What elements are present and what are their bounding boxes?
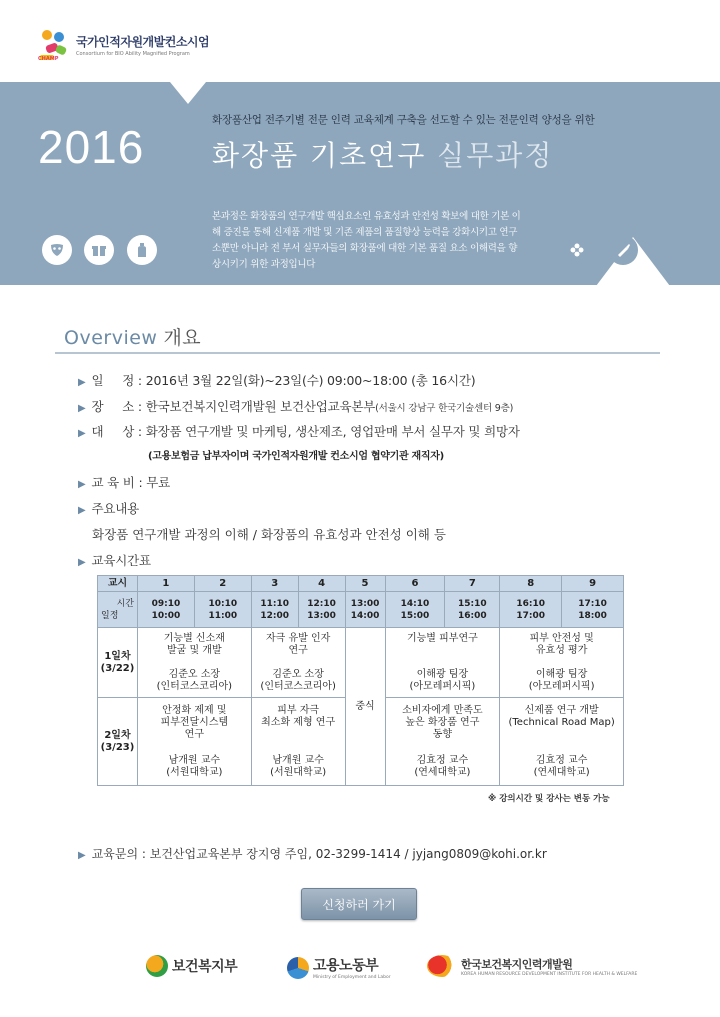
period-cell: 9 bbox=[562, 576, 624, 592]
session-speaker: 김효정 교수 (연세대학교) bbox=[533, 754, 590, 778]
overview-divider bbox=[55, 352, 660, 354]
location-note: (서울시 강남구 한국기술센터 9층) bbox=[375, 403, 514, 414]
period-cell: 7 bbox=[445, 576, 500, 592]
fee-label: 교 육 비 bbox=[91, 475, 135, 490]
session-cell bbox=[385, 698, 500, 786]
schedule-value: 2016년 3월 22일(화)~23일(수) 09:00~18:00 (총 16시간) bbox=[145, 373, 476, 388]
period-cell: 3 bbox=[251, 576, 298, 592]
gift-icon bbox=[84, 235, 114, 265]
mohw-emblem-icon bbox=[146, 955, 168, 977]
kohi-emblem-icon bbox=[427, 955, 457, 977]
day1-label: 1일차 (3/22) bbox=[98, 628, 138, 698]
period-cell: 2 bbox=[194, 576, 251, 592]
location-row: ▶ 장 소 : 한국보건복지인력개발원 보건산업교육본부(서울시 강남구 한국기술센터 9층) bbox=[78, 399, 514, 414]
session-cell bbox=[500, 628, 624, 698]
triangle-bullet-icon: ▶ bbox=[78, 850, 86, 861]
timetable-label: 교육시간표 bbox=[91, 553, 151, 568]
session-title: 피부 안전성 및 유효성 평가 bbox=[529, 632, 594, 656]
logo-title: 국가인적자원개발컨소시엄 bbox=[76, 35, 210, 49]
session-cell bbox=[137, 628, 251, 698]
session-title: 안정화 제제 및 피부전달시스템 연구 bbox=[160, 704, 229, 740]
target-label: 대 상 bbox=[91, 424, 135, 439]
session-title: 소비자에게 만족도 높은 화장품 연구 동향 bbox=[402, 704, 483, 740]
time-header-row bbox=[98, 592, 624, 628]
period-cell: 6 bbox=[385, 576, 445, 592]
moel-subtitle: Ministry of Employment and Labor bbox=[313, 975, 391, 980]
mohw-logo[interactable] bbox=[146, 955, 237, 977]
schedule-row: ▶ 일 정 : 2016년 3월 22일(화)~23일(수) 09:00~18:00 (총 16시간) bbox=[78, 373, 476, 388]
bottle-icon bbox=[127, 235, 157, 265]
lunch-cell: 중식 bbox=[345, 628, 385, 786]
consortium-logo[interactable] bbox=[38, 26, 209, 64]
logo-subtitle: Consortium for BIO Ability Magnified Program bbox=[76, 51, 190, 57]
location-label: 장 소 bbox=[91, 399, 135, 414]
flower-icon bbox=[562, 235, 592, 265]
kohi-name: 한국보건복지인력개발원 bbox=[461, 957, 573, 971]
banner-year: 2016 bbox=[38, 121, 145, 173]
brush-icon bbox=[608, 235, 638, 265]
time-date-corner bbox=[98, 592, 138, 628]
moel-emblem-icon bbox=[287, 957, 309, 979]
target-note: (고용보험금 납부자이며 국가인적자원개발 컨소시엄 협약기관 재직자) bbox=[148, 451, 444, 462]
overview-heading-ko: 개요 bbox=[163, 327, 202, 349]
session-title: 기능별 피부연구 bbox=[406, 632, 478, 644]
triangle-bullet-icon: ▶ bbox=[78, 557, 86, 568]
timetable-row bbox=[78, 551, 151, 569]
time-cell: 13:00 14:00 bbox=[345, 592, 385, 628]
session-speaker: 김준오 소장 (인터코스코리아) bbox=[260, 668, 336, 692]
target-value: 화장품 연구개발 및 마케팅, 생산제조, 영업판매 부서 실무자 및 희망자 bbox=[145, 424, 520, 439]
time-cell: 14:10 15:00 bbox=[385, 592, 445, 628]
banner-description: 본과정은 화장품의 연구개발 핵심요소인 유효성과 안전성 확보에 대한 기본 이해 증진을 통해 신제품 개발 및 기존 제품의 품질향상 능력을 강화시키고 연구소뿐만 아니라 전 부서 실무자들의 화장품에 대한 기본 품질 요소 이해력을 향상시키기 위한 과정입니다 bbox=[212, 211, 521, 270]
time-cell: 17:10 18:00 bbox=[562, 592, 624, 628]
session-cell bbox=[137, 698, 251, 786]
timetable bbox=[97, 575, 624, 786]
session-cell bbox=[251, 698, 345, 786]
kohi-subtitle: KOREA HUMAN RESOURCE DEVELOPMENT INSTITUTE FOR HEALTH & WELFARE bbox=[461, 971, 638, 977]
time-cell: 09:10 10:00 bbox=[137, 592, 194, 628]
mask-icon bbox=[42, 235, 72, 265]
period-cell: 1 bbox=[137, 576, 194, 592]
triangle-bullet-icon: ▶ bbox=[78, 428, 86, 439]
banner-subtitle: 화장품산업 전주기별 전문 인력 교육체계 구축을 선도할 수 있는 전문인력 양성을 위한 bbox=[212, 114, 595, 126]
banner-title-main: 화장품 기초연구 bbox=[212, 139, 427, 172]
logo-champ-label: CHAMP bbox=[38, 56, 59, 62]
banner-title-accent: 실무과정 bbox=[437, 139, 554, 172]
apply-button[interactable]: 신청하러 가기 bbox=[301, 888, 417, 920]
period-cell: 5 bbox=[345, 576, 385, 592]
banner-notch bbox=[170, 82, 206, 104]
mohw-name: 보건복지부 bbox=[172, 959, 238, 975]
time-cell: 12:10 13:00 bbox=[298, 592, 345, 628]
moel-name: 고용노동부 bbox=[313, 958, 379, 974]
timetable-note: ※ 강의시간 및 강사는 변동 가능 bbox=[488, 794, 610, 804]
overview-heading bbox=[64, 323, 201, 350]
overview-heading-en: Overview bbox=[64, 327, 158, 349]
session-speaker: 김효정 교수 (연세대학교) bbox=[414, 754, 471, 778]
session-cell bbox=[251, 628, 345, 698]
session-cell bbox=[500, 698, 624, 786]
session-title: 신제품 연구 개발 (Technical Road Map) bbox=[508, 704, 615, 728]
triangle-bullet-icon: ▶ bbox=[78, 479, 86, 490]
time-label: 시간 bbox=[116, 598, 134, 609]
location-value: 한국보건복지인력개발원 보건산업교육본부 bbox=[145, 399, 376, 414]
banner-title bbox=[212, 134, 553, 174]
moel-logo[interactable] bbox=[287, 955, 391, 980]
day2-label: 2일차 (3/23) bbox=[98, 698, 138, 786]
triangle-bullet-icon: ▶ bbox=[78, 377, 86, 388]
main-content-row bbox=[78, 499, 139, 517]
kohi-logo[interactable] bbox=[427, 955, 637, 977]
session-title: 자극 유발 인자 연구 bbox=[265, 632, 331, 656]
session-speaker: 남개원 교수 (서원대학교) bbox=[166, 754, 223, 778]
contact-row bbox=[78, 845, 547, 862]
hero-banner bbox=[0, 82, 720, 285]
triangle-bullet-icon: ▶ bbox=[78, 403, 86, 414]
time-cell: 16:10 17:00 bbox=[500, 592, 562, 628]
main-content-label: 주요내용 bbox=[91, 501, 140, 516]
period-label: 교시 bbox=[98, 576, 138, 592]
day1-row bbox=[98, 628, 624, 698]
fee-row: ▶ 교 육 비 : 무료 bbox=[78, 475, 171, 490]
session-title: 기능별 신소재 발굴 및 개발 bbox=[163, 632, 225, 656]
contact-text[interactable]: 교육문의 : 보건산업교육본부 장지영 주임, 02-3299-1414 / jyjang0809@kohi.or.kr bbox=[91, 847, 547, 861]
session-speaker: 이해광 팀장 (아모레퍼시픽) bbox=[409, 668, 476, 692]
period-header-row bbox=[98, 576, 624, 592]
session-speaker: 남개원 교수 (서원대학교) bbox=[270, 754, 327, 778]
period-cell: 4 bbox=[298, 576, 345, 592]
triangle-bullet-icon: ▶ bbox=[78, 505, 86, 516]
session-title: 피부 자극 최소화 제형 연구 bbox=[261, 704, 336, 728]
time-cell: 10:10 11:00 bbox=[194, 592, 251, 628]
main-content-text: 화장품 연구개발 과정의 이해 / 화장품의 유효성과 안전성 이해 등 bbox=[92, 527, 446, 542]
time-cell: 11:10 12:00 bbox=[251, 592, 298, 628]
session-speaker: 이해광 팀장 (아모레퍼시픽) bbox=[528, 668, 595, 692]
time-cell: 15:10 16:00 bbox=[445, 592, 500, 628]
target-row: ▶ 대 상 : 화장품 연구개발 및 마케팅, 생산제조, 영업판매 부서 실무자 및 희망자 bbox=[78, 424, 520, 439]
fee-value: 무료 bbox=[146, 475, 171, 490]
session-speaker: 김준오 소장 (인터코스코리아) bbox=[156, 668, 233, 692]
session-cell bbox=[385, 628, 500, 698]
schedule-label: 일 정 bbox=[91, 373, 135, 388]
period-cell: 8 bbox=[500, 576, 562, 592]
date-label: 일정 bbox=[101, 610, 119, 621]
